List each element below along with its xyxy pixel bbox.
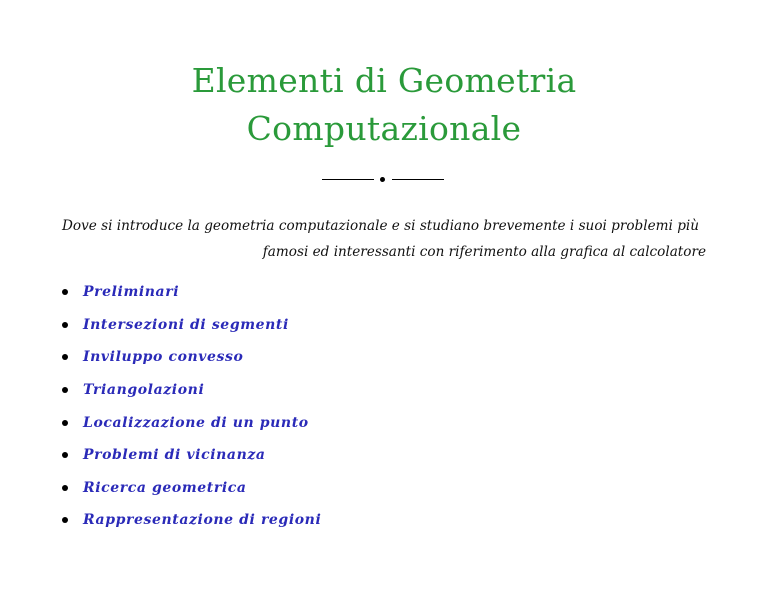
title-divider: [322, 176, 444, 184]
bullet-icon: [62, 420, 68, 426]
toc-link-problemi-di-vicinanza[interactable]: Problemi di vicinanza: [83, 447, 266, 464]
bullet-icon: [62, 452, 68, 458]
divider-line-right: [392, 179, 444, 180]
toc-link-intersezioni-di-segmenti[interactable]: Intersezioni di segmenti: [83, 316, 289, 333]
toc-link-triangolazioni[interactable]: Triangolazioni: [83, 382, 205, 399]
bullet-icon: [62, 517, 68, 523]
divider-line-left: [322, 179, 374, 180]
toc-item: [62, 309, 321, 342]
bullet-icon: [62, 354, 68, 360]
toc-item: [62, 472, 321, 505]
toc-link-preliminari[interactable]: Preliminari: [83, 284, 180, 301]
abstract-line-2: famosi ed interessanti con riferimento alla grafica al calcolatore: [262, 244, 706, 260]
toc-link-inviluppo-convesso[interactable]: Inviluppo convesso: [83, 349, 244, 366]
table-of-contents: [62, 276, 321, 537]
toc-link-localizzazione-di-un-punto[interactable]: Localizzazione di un punto: [83, 414, 309, 431]
toc-item: [62, 374, 321, 407]
page-title-line-2: Computazionale: [246, 109, 522, 148]
toc-item: [62, 276, 321, 309]
abstract-line-1: Dove si introduce la geometria computazionale e si studiano brevemente i suoi problemi più: [62, 218, 700, 234]
bullet-icon: [62, 322, 68, 328]
toc-item: [62, 439, 321, 472]
page-title-line-1: Elementi di Geometria: [191, 61, 577, 100]
toc-link-ricerca-geometrica[interactable]: Ricerca geometrica: [83, 479, 247, 496]
toc-item: [62, 406, 321, 439]
toc-item: [62, 504, 321, 537]
bullet-icon: [62, 485, 68, 491]
bullet-icon: [62, 289, 68, 295]
divider-dot: [380, 177, 385, 182]
toc-link-rappresentazione-di-regioni[interactable]: Rappresentazione di regioni: [83, 512, 322, 529]
toc-item: [62, 341, 321, 374]
bullet-icon: [62, 387, 68, 393]
